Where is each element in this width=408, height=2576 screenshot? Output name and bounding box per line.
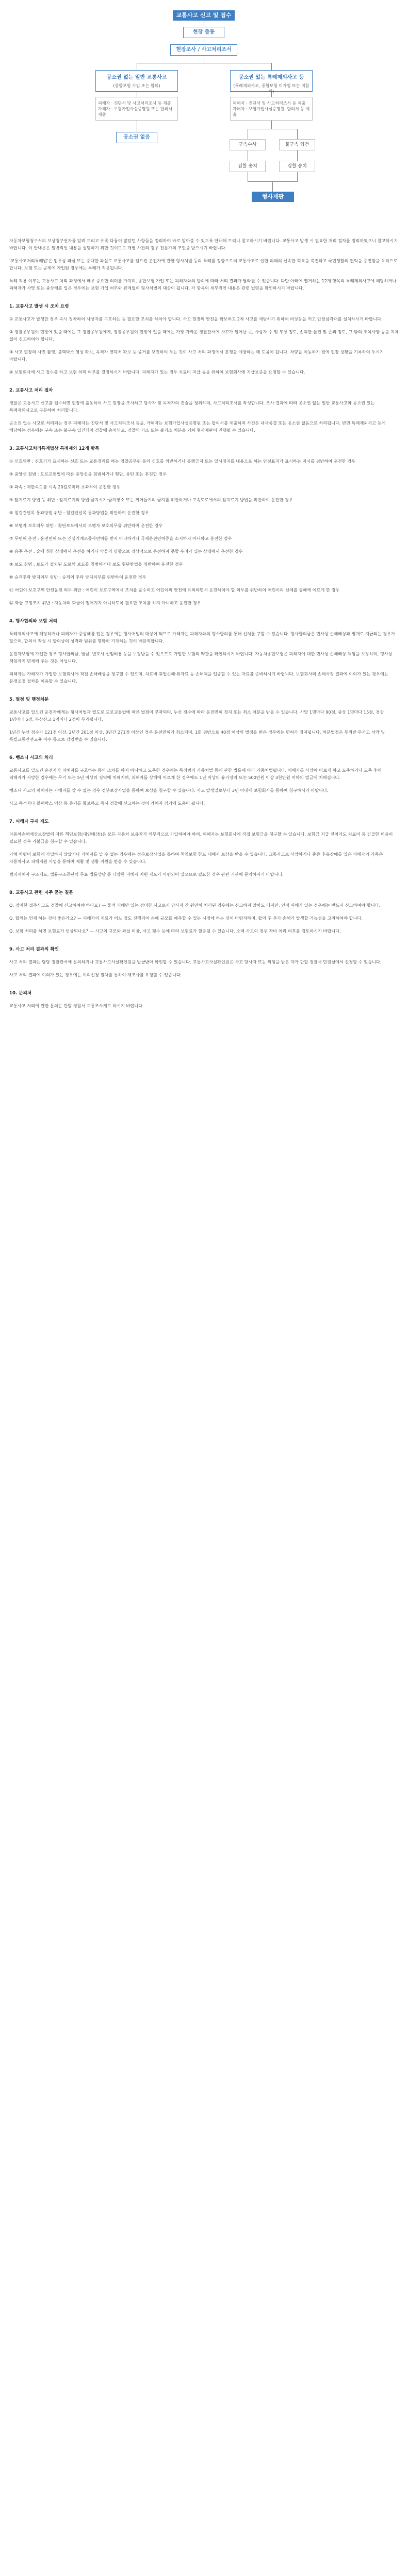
section-paragraph: 교통사고를 일으킨 운전자가 피해자를 구호하는 등의 조치를 하지 아니하고 도주한 경우에는 특정범죄 가중처벌 등에 관한 법률에 따라 가중처벌됩니다. 피해자를 사망에 이르게 하고 도주하거나 도주 후에 피해자가 사망한 경우에는 무기 또는 5년 이상의 징역에 처해지며, 피해자를 상해에 이르게 한 경우에도 1년 이상의 유기징역 또는 500만원 이상 3천만원 이하의 벌금에 처해집니다.: [9, 768, 383, 780]
flow-prosecution-detail: 피해자 · 진단서 및 사고처리조서 등 제출 가해자 · 보험가입사실증명원, 합의서 등 제출: [230, 97, 313, 121]
section-paragraph: 운전자보험에 가입한 경우 형사합의금, 벌금, 변호사 선임비용 등을 보장받을 수 있으므로 가입한 보험의 약관을 확인하시기 바랍니다. 자동차종합보험은 피해자에 대한 민사상 손해배상 책임을 보장하며, 형사상 책임까지 면제해 주는 것은 아닙니다.: [9, 651, 394, 664]
flow-no-prosecution-box: [95, 70, 178, 92]
flow-step-dispatch: 현장 출동: [183, 27, 224, 38]
section-heading: 2. 교통사고 처리 절차: [9, 388, 53, 393]
section-paragraph: 뺑소니 사고의 피해자는 가해자를 알 수 없는 경우 정부보장사업을 통하여 보상을 청구할 수 있습니다. 사고 발생일로부터 3년 이내에 보험회사를 통하여 청구하시기 바랍니다.: [9, 788, 329, 793]
section-heading: 6. 뺑소니 사고의 처리: [9, 755, 53, 760]
section-paragraph: 특례제외사고에 해당하거나 피해자가 중상해를 입은 경우에는 형사처벌의 대상이 되므로 가해자는 피해자와의 형사합의를 통해 선처를 구할 수 있습니다. 형사합의금은 민사상 손해배상과 별개로 지급되는 경우가 많으며, 합의서 작성 시 합의금의 성격과 범위를 명확히 기재하는 것이 바람직합니다.: [9, 631, 397, 643]
flow-prosecution-title: 공소권 있는 특례제외사고 등: [238, 75, 304, 80]
section-heading: 8. 교통사고 관련 자주 묻는 질문: [9, 890, 73, 895]
flow-no-prosecution-sub: (종합보험 가입 또는 합의): [113, 83, 160, 88]
flow-no-prosecution-title: 공소권 없는 일반 교통사고: [106, 75, 167, 80]
flow-no-prosecution-detail: 피해자 · 진단서 및 사고처리조서 등 제출 가해자 · 보험가입사실증명원 또는 합의서 제출: [95, 97, 178, 121]
section-paragraph: ⑪ 어린이 보호구역 안전운전 의무 위반 : 어린이 보호구역에서 조치를 준수하고 어린이의 안전에 유의하면서 운전하여야 할 의무를 위반하여 어린이의 신체를 상해에 이르게 한 경우: [9, 587, 340, 592]
section-heading: 5. 벌점 및 행정처분: [9, 697, 49, 702]
section-paragraph: 교통사고를 일으킨 운전자에게는 형사처벌과 별도로 도로교통법에 따른 벌점이 부과되며, 누산 점수에 따라 운전면허 정지 또는 취소 처분을 받을 수 있습니다. 사망 1명마다 90점, 중상 1명마다 15점, 경상 1명마다 5점, 부상신고 1명마다 2점이 부과됩니다.: [9, 709, 385, 722]
flow-detention: 구속수사: [230, 139, 266, 150]
section-paragraph: Q. 경미한 접촉사고도 경찰에 신고하여야 하나요? — 물적 피해만 있는 경미한 사고로서 당사자 간 원만히 처리된 경우에는 신고하지 않아도 되지만, 인적 피해가 있는 경우에는 반드시 신고하여야 합니다.: [9, 903, 381, 908]
traffic-accident-flowchart: [0, 0, 408, 227]
section-paragraph: 범죄피해자 구조제도, 법률구조공단의 무료 법률상담 등 다양한 피해자 지원 제도가 마련되어 있으므로 필요한 경우 관련 기관에 문의하시기 바랍니다.: [9, 872, 284, 877]
section-heading: 4. 형사합의와 보험 처리: [9, 619, 57, 624]
section-paragraph: 1년간 누산 점수가 121점 이상, 2년간 201점 이상, 3년간 271점 이상인 경우 운전면허가 취소되며, 1회 위반으로 40점 이상의 벌점을 받은 경우에는 면허가 정지됩니다. 처분벌점은 무위반·무사고 서약 및 특별교통안전교육 이수 등으로 감경받을 수 있습니다.: [9, 730, 386, 742]
section-paragraph: ⑨ 보도 침범 : 보도가 설치된 도로의 보도를 침범하거나 보도 횡단방법을 위반하여 운전한 경우: [9, 562, 183, 567]
flow-no-prosecution-result: 공소권 없음: [116, 132, 157, 143]
intro-paragraph: 특례 적용 여부는 교통사고 처리 과정에서 매우 중요한 의미를 가지며, 종합보험 가입 또는 피해자와의 합의에 따라 처리 결과가 달라질 수 있습니다. 다만 아래에 열거하는 12개 항목의 특례제외사고에 해당하거나 피해자가 사망 또는 중상해를 입은 경우에는 보험 가입 여부와 관계없이 형사처벌의 대상이 됩니다. 각 항목의 세부적인 내용은 관련 법령을 확인하시기 바랍니다.: [9, 278, 398, 291]
flow-prosecution-box: [230, 70, 313, 92]
section-paragraph: ② 경찰공무원이 현장에 있을 때에는 그 경찰공무원에게, 경찰공무원이 현장에 없을 때에는 가장 가까운 경찰관서에 사고가 일어난 곳, 사상자 수 및 부상 정도, 손괴한 물건 및 손괴 정도, 그 밖의 조치사항 등을 지체 없이 신고하여야 합니다.: [9, 329, 400, 342]
flow-step-report: 교통사고 신고 및 접수: [173, 10, 235, 21]
section-paragraph: ⑦ 무면허 운전 : 운전면허 또는 건설기계조종사면허를 받지 아니하거나 국제운전면허증을 소지하지 아니하고 운전한 경우: [9, 536, 232, 541]
section-paragraph: ④ 보험회사에 사고 접수를 하고 보험 처리 여부를 결정하시기 바랍니다. 피해자가 있는 경우 치료비 지급 등을 위하여 보험회사에 지급보증을 요청할 수 있습니다.: [9, 369, 305, 375]
guide-sections: [9, 303, 399, 1009]
section-paragraph: ① 신호위반 : 신호기가 표시하는 신호 또는 교통정리를 하는 경찰공무원 등의 신호를 위반하거나 통행금지 또는 일시정지를 내용으로 하는 안전표지가 표시하는 지시를 위반하여 운전한 경우: [9, 459, 356, 464]
section-paragraph: 가해 차량이 보험에 가입하지 않았거나 가해자를 알 수 없는 경우에는 정부보장사업을 통하여 책임보험 한도 내에서 보상을 받을 수 있습니다. 교통사고로 사망하거나 중증 후유장애를 입은 피해자의 가족은 자동차사고 피해지원 사업을 통하여 재활 및 생활 지원을 받을 수 있습니다.: [9, 852, 384, 864]
section-paragraph: ⑥ 보행자 보호의무 위반 : 횡단보도에서의 보행자 보호의무를 위반하여 운전한 경우: [9, 523, 163, 528]
flow-final-trial: 형사재판: [252, 192, 294, 202]
section-paragraph: 자동차손해배상보장법에 따른 책임보험(대인배상Ⅰ)은 모든 자동차 보유자가 의무적으로 가입하여야 하며, 피해자는 보험회사에 직접 보험금을 청구할 수 있습니다. 보험금 지급 전이라도 치료비 등 긴급한 비용이 필요한 경우 가불금을 청구할 수 있습니다.: [9, 832, 395, 844]
section-paragraph: ③ 과속 : 제한속도를 시속 20킬로미터 초과하여 운전한 경우: [9, 484, 121, 489]
section-paragraph: ⑧ 음주 운전 : 술에 취한 상태에서 운전을 하거나 약물의 영향으로 정상적으로 운전하지 못할 우려가 있는 상태에서 운전한 경우: [9, 549, 243, 554]
section-heading: 1. 교통사고 발생 시 조치 요령: [9, 304, 69, 309]
section-paragraph: 피해자는 가해자가 가입한 보험회사에 직접 손해배상을 청구할 수 있으며, 치료비·휴업손해·위자료 등 손해액을 입증할 수 있는 자료를 준비하시기 바랍니다. 보험회사의 손해사정 결과에 이의가 있는 경우에는 분쟁조정 절차를 이용할 수 있습니다.: [9, 671, 390, 684]
section-heading: 10. 문의처: [9, 991, 32, 996]
section-paragraph: 경찰은 교통사고 신고를 접수하면 현장에 출동하여 사고 현장을 조사하고 당사자 및 목격자의 진술을 청취하며, 사고처리조서를 작성합니다. 조사 결과에 따라 공소권 없는 일반 교통사고와 공소권 있는 특례제외사고로 구분하여 처리합니다.: [9, 400, 376, 413]
flow-send-prosecutor-2: 검찰 송치: [279, 161, 315, 172]
flow-send-prosecutor-1: 검찰 송치: [230, 161, 266, 172]
section-paragraph: 공소권 없는 사고로 처리되는 경우 피해자는 진단서 및 사고처리조서 등을, 가해자는 보험가입사실증명원 또는 합의서를 제출하며 사건은 내사종결 또는 공소권 없음으로 처리됩니다. 반면 특례제외사고 등에 해당하는 경우에는 구속 또는 불구속 입건되어 검찰에 송치되고, 검찰의 기소 또는 불기소 처분을 거쳐 형사재판이 진행될 수 있습니다.: [9, 420, 387, 433]
section-heading: 9. 사고 처리 결과의 확인: [9, 947, 59, 952]
section-paragraph: ③ 사고 현장의 사진 촬영, 블랙박스 영상 확보, 목격자 연락처 확보 등 증거를 보전하여 두는 것이 사고 처리 과정에서 분쟁을 예방하는 데 도움이 됩니다. 차량을 이동하기 전에 현장 상황을 기록하여 두시기 바랍니다.: [9, 349, 385, 362]
intro-section: [9, 237, 399, 292]
section-paragraph: Q. 보험 처리를 하면 보험료가 인상되나요? — 사고의 규모와 과실 비율, 사고 횟수 등에 따라 보험료가 할증될 수 있습니다. 소액 사고의 경우 자비 처리 여부를 검토하시기 바랍니다.: [9, 928, 341, 934]
section-paragraph: Q. 합의는 언제 하는 것이 좋은가요? — 피해자의 치료가 어느 정도 진행되어 손해 규모를 예측할 수 있는 시점에 하는 것이 바람직하며, 합의 후 추가 손해가 발생할 가능성을 고려하여야 합니다.: [9, 916, 363, 921]
section-paragraph: ④ 앞지르기 방법 등 위반 : 앞지르기의 방법·금지시기·금지장소 또는 끼어들기의 금지를 위반하거나 고속도로에서의 앞지르기 방법을 위반하여 운전한 경우: [9, 497, 293, 502]
flow-non-detention: 불구속 입건: [279, 139, 315, 150]
section-paragraph: ① 교통사고가 발생한 경우 즉시 정차하여 사상자를 구호하는 등 필요한 조치를 하여야 합니다. 사고 현장의 안전을 확보하고 2차 사고를 예방하기 위하여 비상등을 켜고 안전삼각대를 설치하시기 바랍니다.: [9, 316, 383, 321]
flow-step-investigation: 현장조사 / 사고처리조서: [170, 44, 237, 56]
section-paragraph: 사고 처리 결과는 담당 경찰관서에 문의하거나 교통사고사실확인원을 발급받아 확인할 수 있습니다. 교통사고사실확인원은 사고 당사자 또는 위임을 받은 자가 관할 경찰서 민원실에서 신청할 수 있습니다.: [9, 959, 382, 964]
section-heading: 3. 교통사고처리특례법상 특례제외 12개 항목: [9, 446, 100, 451]
guide-body: [9, 237, 399, 1015]
intro-paragraph: 자동차보험청구서의 보상청구권자를 알려 드리고 유족 다툼이 많았던 사항들을 정리하여 바로 알아볼 수 있도록 안내해 드리니 참고하시기 바랍니다. 교통사고 발생 시 필요한 처리 절차를 정리하였으니 참고하시기 바랍니다. 이 안내문은 일반적인 내용을 설명하기 위한 것이므로 개별 사건의 경우 전문가의 조언을 받으시기 바랍니다.: [9, 238, 399, 250]
section-paragraph: ⑤ 철길건널목 통과방법 위반 : 철길건널목 통과방법을 위반하여 운전한 경우: [9, 510, 149, 515]
section-paragraph: ② 중앙선 침범 : 도로교통법에 따른 중앙선을 침범하거나 횡단, 유턴 또는 후진한 경우: [9, 471, 167, 477]
section-paragraph: 교통사고 처리에 관한 문의는 관할 경찰서 교통조사계로 하시기 바랍니다.: [9, 1003, 144, 1008]
section-paragraph: 사고 목격자나 블랙박스 영상 등 증거를 확보하고 즉시 경찰에 신고하는 것이 가해자 검거에 도움이 됩니다.: [9, 801, 205, 806]
section-heading: 7. 피해자 구제 제도: [9, 819, 49, 824]
section-paragraph: ⑩ 승객추락 방지의무 위반 : 승객의 추락 방지의무를 위반하여 운전한 경우: [9, 574, 146, 580]
flow-prosecution-sub: (특례제외사고, 종합보험 미가입 또는 미합의): [233, 83, 309, 94]
section-paragraph: ⑫ 화물 고정조치 위반 : 자동차의 화물이 떨어지지 아니하도록 필요한 조치를 하지 아니하고 운전한 경우: [9, 600, 201, 605]
intro-paragraph: '교통사고처리특례법'은 업무상 과실 또는 중대한 과실로 교통사고를 일으킨 운전자에 관한 형사처벌 등의 특례를 정함으로써 교통사고로 인한 피해의 신속한 회복을 촉진하고 국민생활의 편익을 증진함을 목적으로 합니다. 보험 또는 공제에 가입된 경우에는 특례가 적용됩니다.: [9, 258, 399, 270]
section-paragraph: 사고 처리 결과에 이의가 있는 경우에는 이의신청 절차를 통하여 재조사를 요청할 수 있습니다.: [9, 972, 182, 977]
